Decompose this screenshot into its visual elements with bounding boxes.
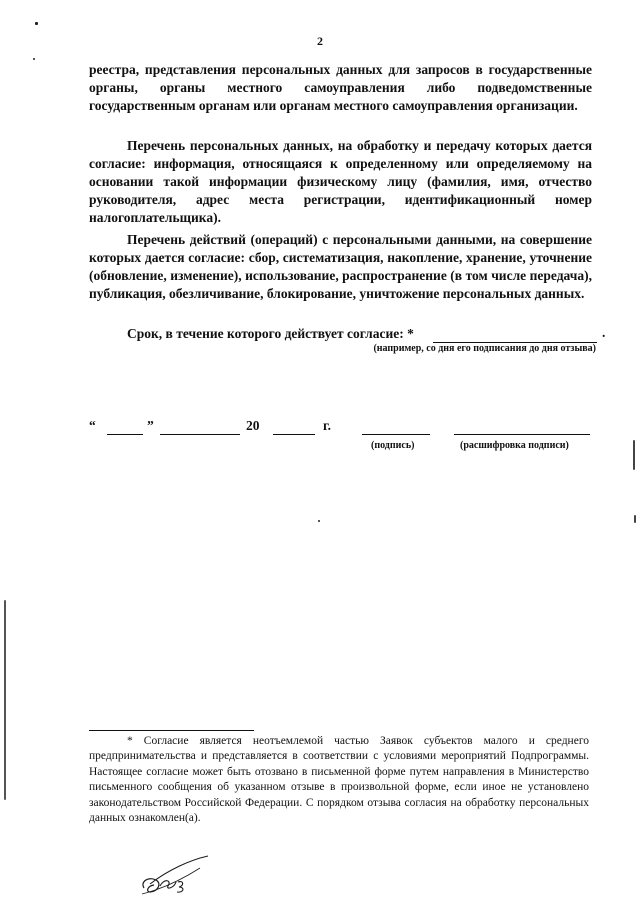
- footnote-separator: [89, 730, 254, 731]
- date-signature-row: [89, 418, 599, 442]
- date-day-field[interactable]: [107, 434, 143, 435]
- date-year-field[interactable]: [273, 434, 315, 435]
- date-open-quote: “: [89, 418, 96, 433]
- signature-decryption-field[interactable]: [454, 434, 590, 435]
- paragraph-intro: [89, 61, 592, 115]
- consent-term-label: Срок, в течение которого действует согласие: *: [127, 326, 414, 341]
- signature-decryption-caption: (расшифровка подписи): [460, 440, 569, 451]
- date-year-suffix: г.: [323, 418, 331, 433]
- paragraph-actions-list-text: Перечень действий (операций) с персональными данными, на совершение которых дается согласие: сбор, систематизация, накопление, хранение, уточнение (обновление, изменение), использование, распространение (в том числе передача), публикация, обезличивание, блокирование, уничтожение персональных данных.: [89, 232, 592, 301]
- consent-term-end-mark: .: [602, 325, 606, 340]
- date-close-quote: ”: [147, 418, 154, 433]
- consent-term-hint: (например, со дня его подписания до дня отзыва): [373, 343, 596, 354]
- date-year-prefix: 20: [246, 418, 260, 433]
- scan-edge-mark: [633, 440, 635, 470]
- paragraph-data-list: [89, 137, 592, 227]
- signature-caption: (подпись): [371, 440, 415, 451]
- scan-edge-mark: [4, 600, 6, 800]
- page-number: 2: [317, 34, 323, 48]
- paragraph-actions-list: [89, 231, 592, 303]
- date-month-field[interactable]: [160, 434, 240, 435]
- paragraph-intro-text: реестра, представления персональных данных для запросов в государственные органы, органы местного самоуправления либо подведомственные государственным органам или органам местного самоуправления организации.: [89, 62, 592, 113]
- footnote-text: * Согласие является неотъемлемой частью Заявок субъектов малого и среднего предпринимательства и представляется в соответствии с условиями мероприятий Подпрограммы. Настоящее согласие может быть отозвано в письменной форме путем направления в Министерство письменного сообщения об указанном отзыве в произвольной форме, если иное не установлено законодательством Российской Федерации. С порядком отзыва согласия на обработку персональных данных ознакомлен(а).: [89, 735, 589, 825]
- handwritten-initials-signature: [138, 852, 218, 896]
- scan-edge-mark: [634, 515, 636, 523]
- scan-speck: [35, 22, 38, 25]
- signature-field[interactable]: [362, 434, 430, 435]
- scan-speck: [318, 520, 320, 522]
- scan-speck: [33, 58, 35, 60]
- paragraph-data-list-text: Перечень персональных данных, на обработку и передачу которых дается согласие: информация, относящаяся к определенному или определяемому на основании такой информации физическому лицу (фамилия, имя, отчество руководителя, адрес места регистрации, идентификационный номер налогоплательщика).: [89, 138, 592, 225]
